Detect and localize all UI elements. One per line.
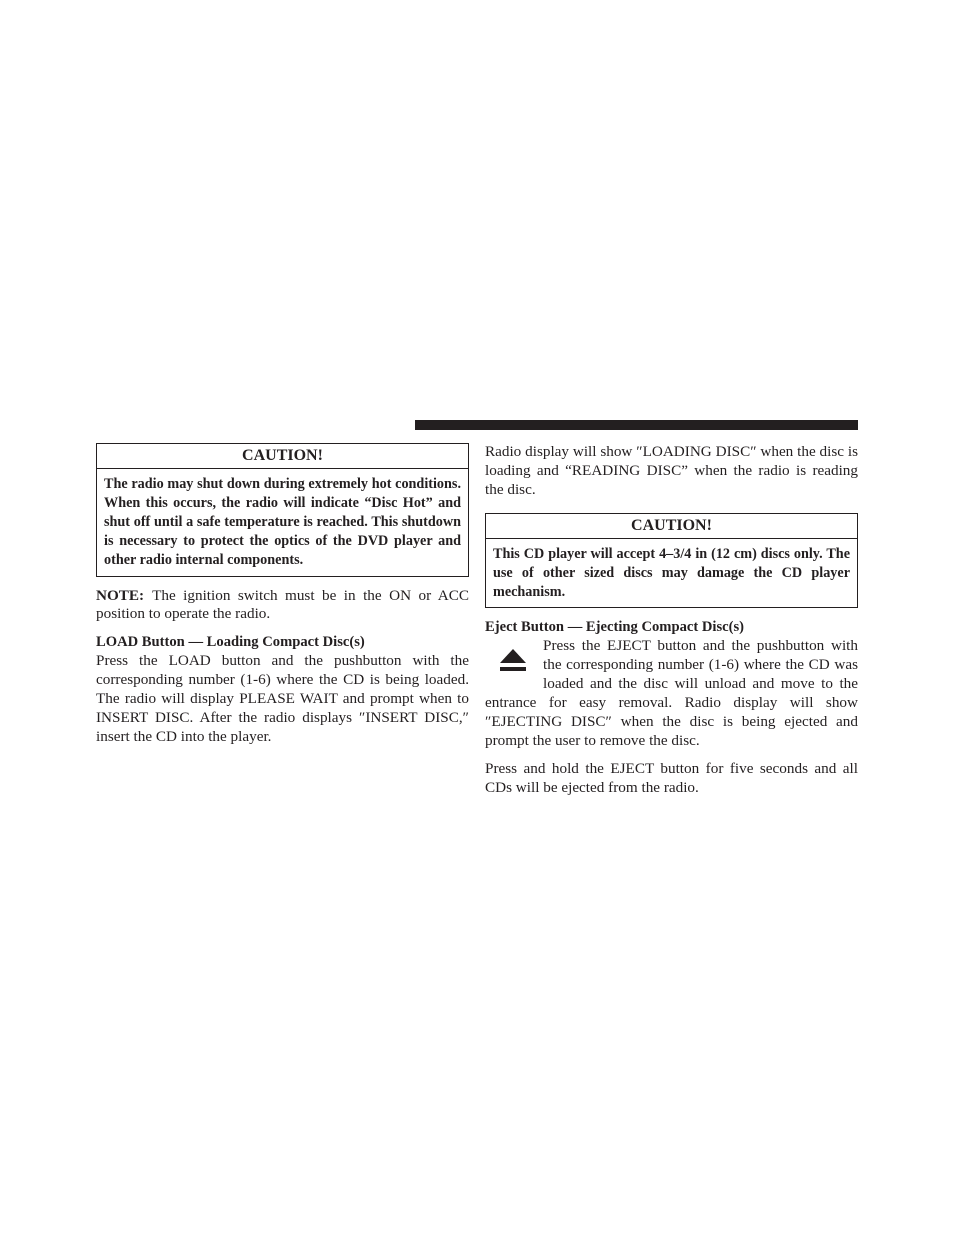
right-column bbox=[485, 443, 858, 798]
header-rule bbox=[415, 420, 858, 430]
loading-intro: Radio display will show ″LOADING DISC″ when the disc is loading and “READING DISC” when the radio is reading the disc. bbox=[485, 443, 858, 498]
note-label: NOTE: bbox=[96, 586, 145, 604]
eject-icon bbox=[485, 639, 543, 679]
load-body: Press the LOAD button and the pushbutton with the corresponding number (1-6) where the CD is being loaded. The radio will display PLEASE WAIT and prompt when to INSERT DISC. After the radio displays ″INSERT DISC,″ insert the CD into the player. bbox=[96, 652, 469, 745]
caution-body: The radio may shut down during extremely hot conditions. When this occurs, the radio will indicate “Disc Hot” and shut off until a safe temperature is reached. This shutdown is necessary to protect the optics of the DVD player and other radio internal components. bbox=[104, 476, 461, 568]
note-text: The ignition switch must be in the ON or ACC position to operate the radio. bbox=[96, 586, 469, 623]
load-heading: LOAD Button — Loading Compact Disc(s) bbox=[96, 634, 365, 651]
eject-body: Press the EJECT button and the pushbutton with the corresponding number (1-6) where the CD was loaded and the disc will unload and move to the entrance for easy removal. Radio display will show ″EJECTING DISC″ when the disc is being ejected and prompt the user to remove the disc. bbox=[485, 637, 858, 749]
left-column bbox=[96, 443, 469, 747]
note-paragraph bbox=[96, 587, 469, 625]
caution-body: This CD player will accept 4–3/4 in (12 cm) discs only. The use of other sized discs may damage the CD player mechanism. bbox=[493, 545, 850, 600]
eject-hold-paragraph: Press and hold the EJECT button for five seconds and all CDs will be ejected from the radio. bbox=[485, 759, 858, 796]
caution-title: CAUTION! bbox=[486, 514, 857, 539]
caution-box-disc-size bbox=[485, 513, 858, 609]
eject-section bbox=[485, 637, 858, 750]
eject-heading: Eject Button — Ejecting Compact Disc(s) bbox=[485, 619, 744, 636]
caution-box-heat bbox=[96, 443, 469, 577]
caution-title: CAUTION! bbox=[97, 444, 468, 469]
